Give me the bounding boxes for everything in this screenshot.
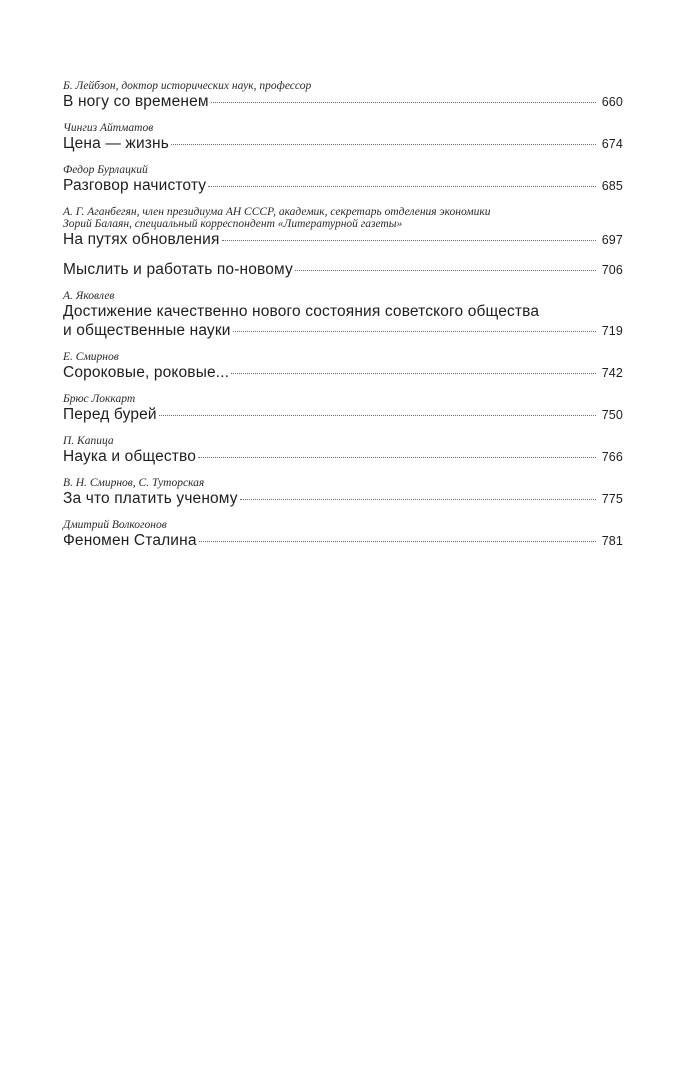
toc-author: Федор Бурлацкий xyxy=(63,164,148,176)
dot-leader xyxy=(231,373,596,374)
dot-leader xyxy=(211,102,596,103)
dot-leader xyxy=(198,457,596,458)
toc-author: П. Капица xyxy=(63,435,114,447)
toc-title: Мыслить и работать по-новому xyxy=(63,261,293,278)
toc-page-number: 719 xyxy=(601,324,623,338)
toc-entry xyxy=(63,122,623,154)
toc-title-row xyxy=(63,321,623,341)
toc-title-row xyxy=(63,176,623,196)
dot-leader xyxy=(240,499,596,500)
dot-leader xyxy=(295,270,596,271)
toc-author: В. Н. Смирнов, С. Туторская xyxy=(63,477,205,489)
toc-entry xyxy=(63,260,623,280)
toc-page-number: 775 xyxy=(601,492,623,506)
toc-entry xyxy=(63,435,623,467)
dot-leader xyxy=(208,186,596,187)
toc-entry xyxy=(63,393,623,425)
toc-page-number: 781 xyxy=(601,534,623,548)
toc-page-number: 706 xyxy=(601,263,623,277)
toc-entry xyxy=(63,290,623,341)
toc-page-number: 766 xyxy=(601,450,623,464)
toc-page-number: 750 xyxy=(601,408,623,422)
toc-title-row xyxy=(63,447,623,467)
toc-title-line: Достижение качественно нового состояния советского общества xyxy=(63,303,540,320)
toc-page-number: 674 xyxy=(601,137,623,151)
toc-title: Цена — жизнь xyxy=(63,135,169,152)
toc-title: Разговор начистоту xyxy=(63,177,207,194)
toc-page-number: 685 xyxy=(601,179,623,193)
toc-author: Е. Смирнов xyxy=(63,351,119,363)
toc-author: Дмитрий Волкогонов xyxy=(63,519,167,531)
toc-title-row xyxy=(63,134,623,154)
toc-title: и общественные науки xyxy=(63,322,231,339)
toc-page-number: 660 xyxy=(601,95,623,109)
toc-title-row xyxy=(63,260,623,280)
toc-title: На путях обновления xyxy=(63,231,220,248)
dot-leader xyxy=(233,331,596,332)
dot-leader xyxy=(199,541,596,542)
dot-leader xyxy=(159,415,596,416)
toc-author: Брюс Локкарт xyxy=(63,393,136,405)
toc-title-row xyxy=(63,230,623,250)
toc-author: Б. Лейбзон, доктор исторических наук, профессор xyxy=(63,80,312,92)
toc-entry xyxy=(63,477,623,509)
toc-entry xyxy=(63,206,623,250)
toc-title-row xyxy=(63,489,623,509)
toc-page-number: 742 xyxy=(601,366,623,380)
toc-title-row xyxy=(63,363,623,383)
toc-author: Чингиз Айтматов xyxy=(63,122,154,134)
table-of-contents xyxy=(63,80,623,561)
toc-title: За что платить ученому xyxy=(63,490,238,507)
toc-entry xyxy=(63,80,623,112)
toc-entry xyxy=(63,351,623,383)
toc-title: Феномен Сталина xyxy=(63,532,197,549)
toc-author: Зорий Балаян, специальный корреспондент «Литературной газеты» xyxy=(63,218,403,230)
toc-title: Наука и общество xyxy=(63,448,197,465)
dot-leader xyxy=(222,240,596,241)
toc-title-row xyxy=(63,531,623,551)
toc-page-number: 697 xyxy=(601,233,623,247)
toc-title: Перед бурей xyxy=(63,406,157,423)
toc-entry xyxy=(63,164,623,196)
toc-title: Сороковые, роковые... xyxy=(63,364,230,381)
toc-author: А. Яковлев xyxy=(63,290,115,302)
toc-author: А. Г. Аганбегян, член президиума АН СССР, академик, секретарь отделения экономики xyxy=(63,206,491,218)
toc-entry xyxy=(63,519,623,551)
dot-leader xyxy=(171,144,596,145)
toc-title: В ногу со временем xyxy=(63,93,209,110)
toc-title-row xyxy=(63,405,623,425)
toc-title-row xyxy=(63,92,623,112)
